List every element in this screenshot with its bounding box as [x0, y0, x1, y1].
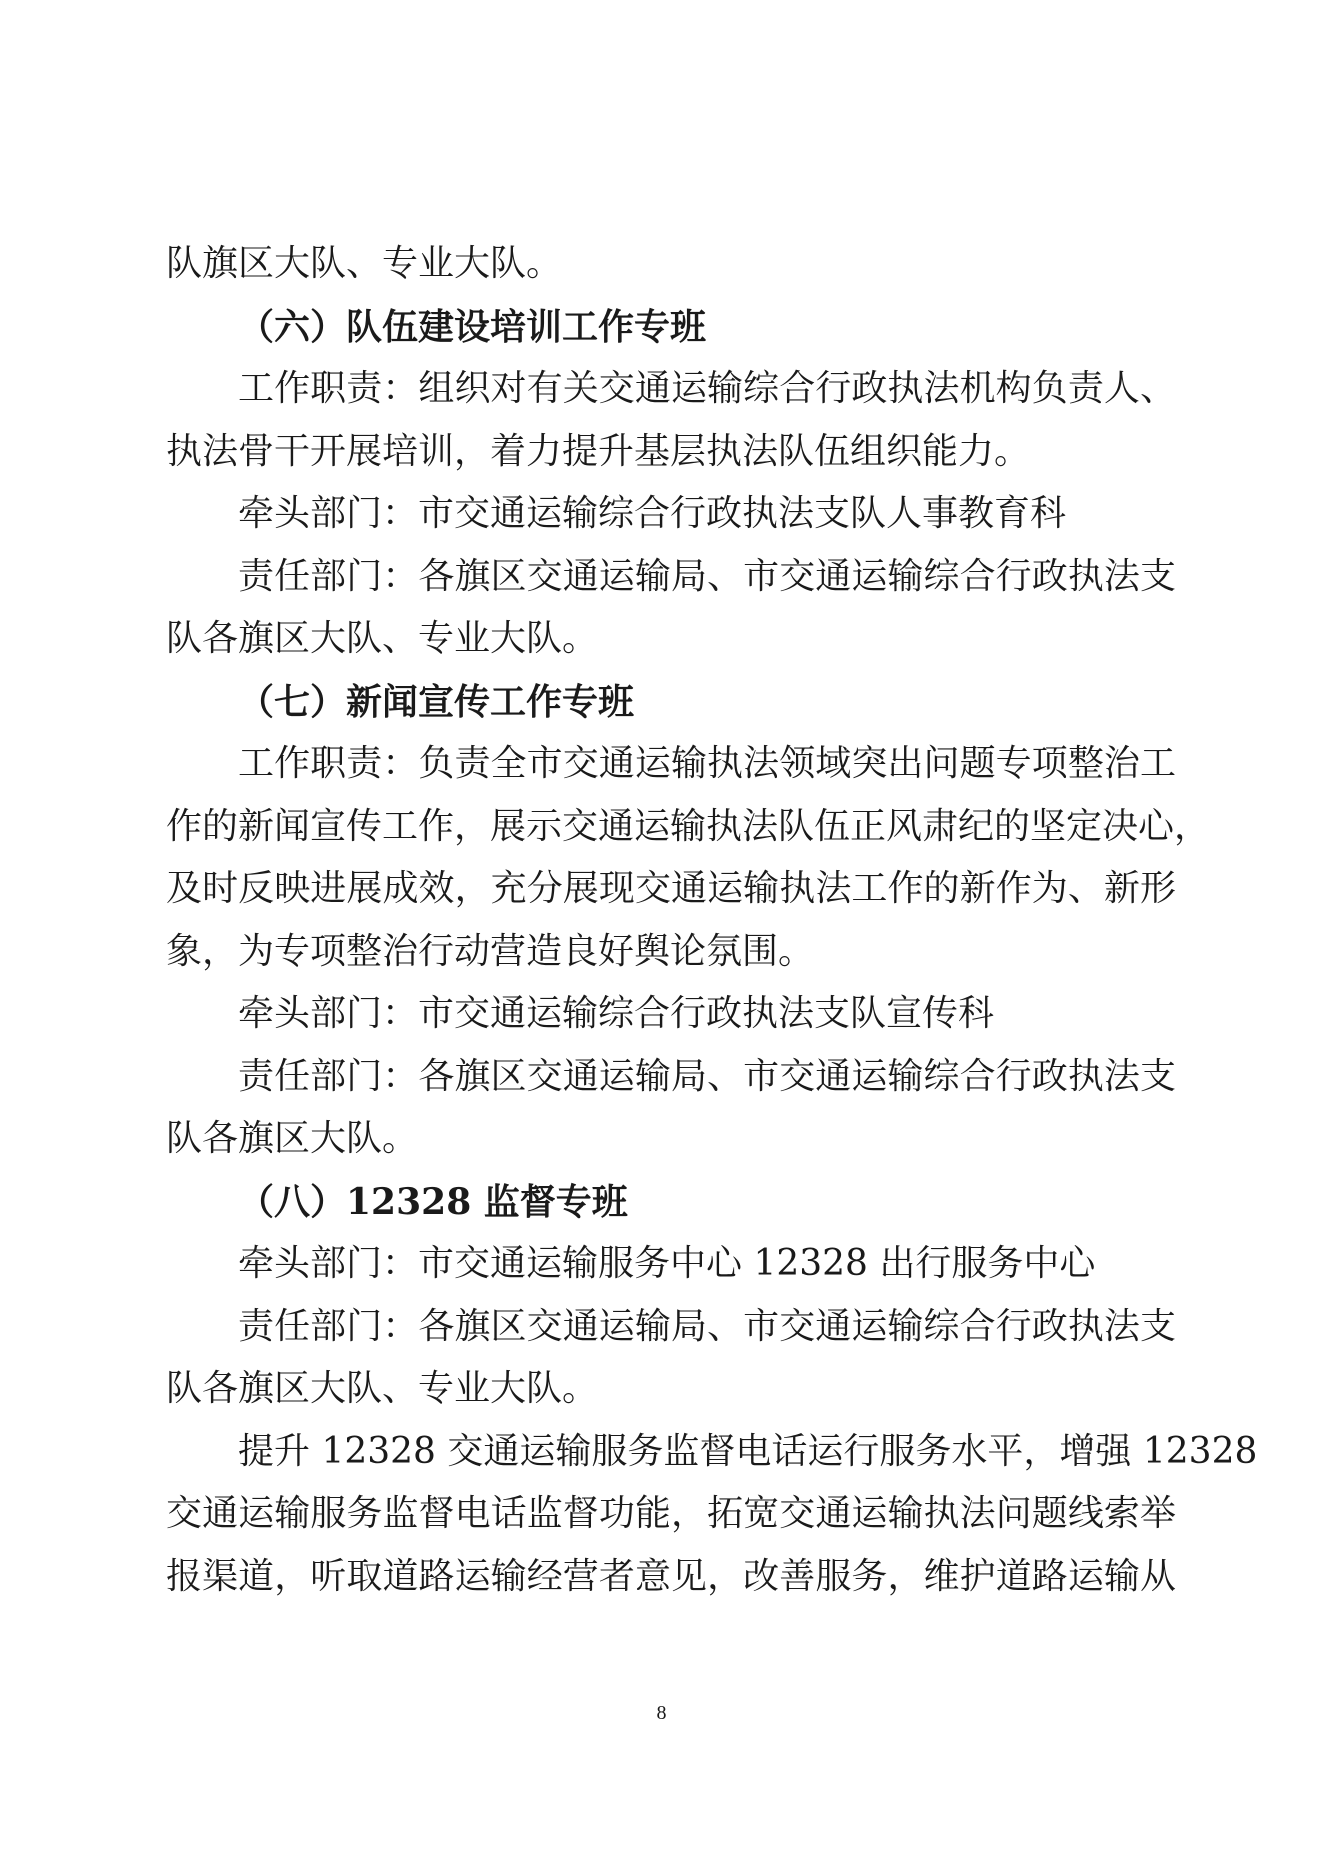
section-heading-7: （七）新闻宣传工作专班: [238, 680, 635, 723]
paragraph-line: 责任部门：各旗区交通运输局、市交通运输综合行政执法支: [238, 1055, 1176, 1097]
paragraph-line: 队旗区大队、专业大队。: [166, 243, 563, 284]
paragraph-line: 及时反映进展成效，充分展现交通运输执法工作的新作为、新形: [166, 868, 1176, 909]
paragraph-line: 牵头部门：市交通运输服务中心 12328 出行服务中心: [238, 1243, 1096, 1284]
paragraph-line: 工作职责：组织对有关交通运输综合行政执法机构负责人、: [238, 368, 1176, 409]
paragraph-line: 牵头部门：市交通运输综合行政执法支队人事教育科: [238, 493, 1067, 534]
paragraph-line: 责任部门：各旗区交通运输局、市交通运输综合行政执法支: [238, 1305, 1176, 1347]
paragraph-line: 作的新闻宣传工作，展示交通运输执法队伍正风肃纪的坚定决心，: [166, 805, 1211, 847]
paragraph-line: 象，为专项整治行动营造良好舆论氛围。: [166, 930, 815, 972]
paragraph-line: 执法骨干开展培训，着力提升基层执法队伍组织能力。: [166, 430, 1031, 472]
section-heading-6: （六）队伍建设培训工作专班: [238, 305, 707, 348]
paragraph-line: 报渠道，听取道路运输经营者意见，改善服务，维护道路运输从: [166, 1555, 1176, 1597]
paragraph-line: 交通运输服务监督电话监督功能，拓宽交通运输执法问题线索举: [166, 1493, 1176, 1534]
document-body: [166, 233, 1258, 1608]
paragraph-line: 队各旗区大队。: [166, 1118, 419, 1159]
section-heading-8: （八）12328 监督专班: [238, 1180, 628, 1223]
paragraph-line: 提升 12328 交通运输服务监督电话运行服务水平，增强 12328: [238, 1430, 1258, 1472]
paragraph-line: 牵头部门：市交通运输综合行政执法支队宣传科: [238, 993, 995, 1034]
paragraph-line: 队各旗区大队、专业大队。: [166, 618, 599, 659]
page-number: 8: [656, 1702, 667, 1724]
paragraph-line: 队各旗区大队、专业大队。: [166, 1368, 599, 1409]
paragraph-line: 责任部门：各旗区交通运输局、市交通运输综合行政执法支: [238, 555, 1176, 597]
paragraph-line: 工作职责：负责全市交通运输执法领域突出问题专项整治工: [238, 743, 1176, 784]
